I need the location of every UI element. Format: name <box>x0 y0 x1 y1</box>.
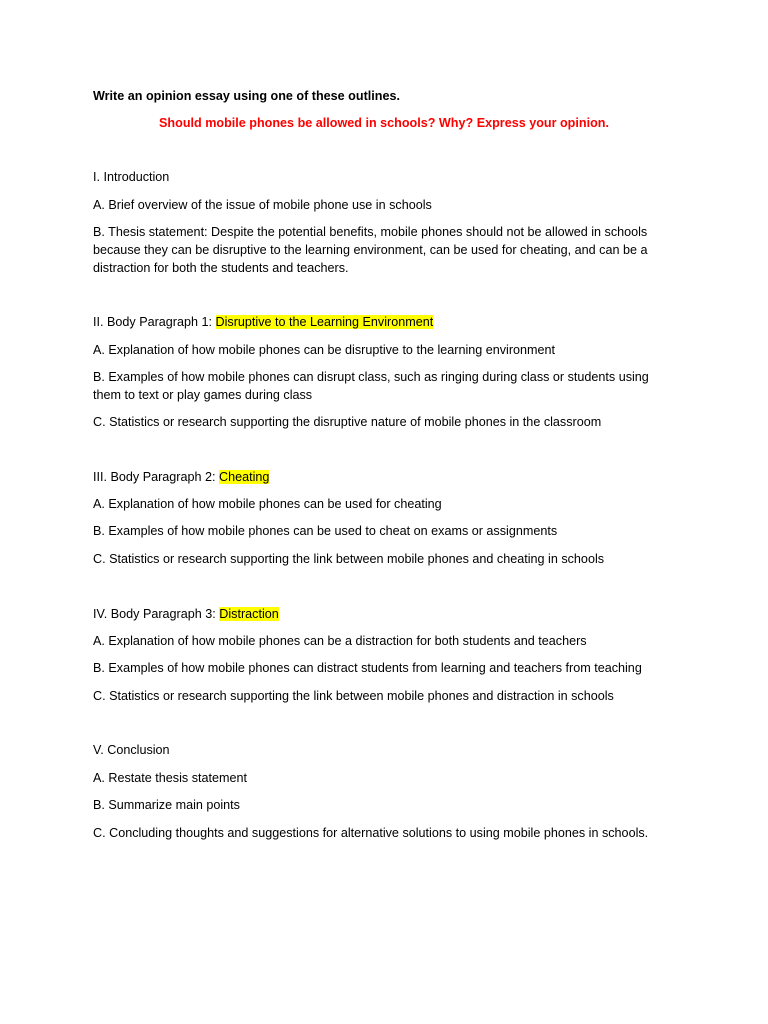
heading-prefix: IV. Body Paragraph 3: <box>93 607 220 621</box>
highlighted-topic: Disruptive to the Learning Environment <box>215 315 434 329</box>
outline-item: C. Statistics or research supporting the disruptive nature of mobile phones in the classroom <box>93 415 602 429</box>
outline-item: C. Statistics or research supporting the link between mobile phones and cheating in schools <box>93 552 605 566</box>
heading-prefix: II. Body Paragraph 1: <box>93 315 216 329</box>
outline-item: A. Restate thesis statement <box>93 771 247 785</box>
highlighted-topic: Distraction <box>219 607 279 621</box>
section-heading-conclusion: V. Conclusion <box>93 743 170 757</box>
essay-question: Should mobile phones be allowed in schools? Why? Express your opinion. <box>159 116 609 130</box>
section-heading-body-3 <box>93 605 683 623</box>
outline-item: B. Summarize main points <box>93 798 240 812</box>
outline-item: A. Explanation of how mobile phones can be a distraction for both students and teachers <box>93 634 587 648</box>
outline-item: A. Explanation of how mobile phones can be used for cheating <box>93 497 442 511</box>
outline-item: B. Thesis statement: Despite the potential benefits, mobile phones should not be allowed in schools because they can be disruptive to the learning environment, can be used for cheating, and can be a distraction for both the students and teachers. <box>93 225 648 275</box>
outline-item: B. Examples of how mobile phones can disrupt class, such as ringing during class or students using them to text or play games during class <box>93 370 649 402</box>
section-heading-body-1 <box>93 313 683 331</box>
outline-item: A. Brief overview of the issue of mobile phone use in schools <box>93 198 432 212</box>
instruction-text: Write an opinion essay using one of these outlines. <box>93 89 400 103</box>
heading-prefix: III. Body Paragraph 2: <box>93 470 220 484</box>
outline-item: B. Examples of how mobile phones can be used to cheat on exams or assignments <box>93 524 558 538</box>
outline-item: C. Concluding thoughts and suggestions for alternative solutions to using mobile phones in schools. <box>93 826 649 840</box>
section-heading-introduction: I. Introduction <box>93 170 170 184</box>
outline-item: A. Explanation of how mobile phones can be disruptive to the learning environment <box>93 343 556 357</box>
outline-item: C. Statistics or research supporting the link between mobile phones and distraction in schools <box>93 689 614 703</box>
highlighted-topic: Cheating <box>219 470 270 484</box>
outline-item: B. Examples of how mobile phones can distract students from learning and teachers from teaching <box>93 661 642 675</box>
section-heading-body-2 <box>93 468 683 486</box>
